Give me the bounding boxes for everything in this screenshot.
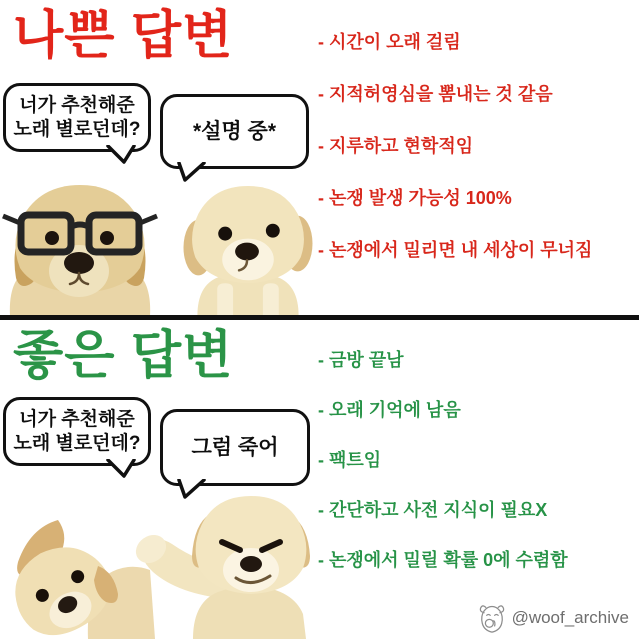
bad-section-title: 나쁜 답변 — [13, 7, 234, 65]
good-answer-speech-bubble — [160, 409, 310, 486]
bad-answer-speech-bubble — [160, 94, 309, 169]
good-question-line-1: 너가 추천해준 — [19, 408, 135, 430]
bad-question-line-1: 너가 추천해준 — [19, 94, 135, 116]
watermark-handle: @woof_archive — [511, 608, 629, 627]
bad-answer-text: *설명 중* — [192, 119, 277, 143]
good-bullet-5: - 논쟁에서 밀릴 확률 0에 수렴함 — [318, 550, 568, 570]
slapping-puppy-image — [118, 492, 323, 639]
speech-bubble-tail — [106, 459, 136, 479]
bad-answer-section — [0, 0, 639, 316]
bad-bullet-5: - 논쟁에서 밀리면 내 세상이 무너짐 — [318, 240, 593, 260]
good-section-title: 좋은 답변 — [13, 327, 234, 385]
good-bullet-4: - 간단하고 사전 지식이 필요X — [318, 500, 548, 520]
glasses-puppy-image — [0, 183, 160, 316]
bad-question-line-2: 노래 별로던데? — [13, 118, 141, 140]
good-question-line-2: 노래 별로던데? — [13, 432, 141, 454]
watermark — [477, 601, 629, 635]
good-bullet-2: - 오래 기억에 남음 — [318, 400, 461, 420]
good-bullet-1: - 금방 끝남 — [318, 350, 404, 370]
bad-bullet-4: - 논쟁 발생 가능성 100% — [318, 188, 512, 208]
good-question-speech-bubble — [3, 397, 151, 466]
bad-bullet-1: - 시간이 오래 걸림 — [318, 32, 461, 52]
dog-doodle-icon — [477, 601, 507, 635]
bad-bullet-list — [318, 31, 592, 261]
speech-bubble-tail — [176, 162, 206, 182]
good-bullet-list — [318, 349, 568, 571]
good-answer-section — [0, 320, 639, 639]
explaining-puppy-image — [183, 186, 313, 316]
good-answer-text: 그럼 죽어 — [191, 435, 279, 459]
speech-bubble-tail — [106, 145, 136, 165]
good-bullet-3: - 팩트임 — [318, 450, 382, 470]
bad-question-speech-bubble — [3, 83, 151, 152]
bad-bullet-3: - 지루하고 현학적임 — [318, 136, 474, 156]
bad-bullet-2: - 지적허영심을 뽐내는 것 같음 — [318, 84, 553, 104]
